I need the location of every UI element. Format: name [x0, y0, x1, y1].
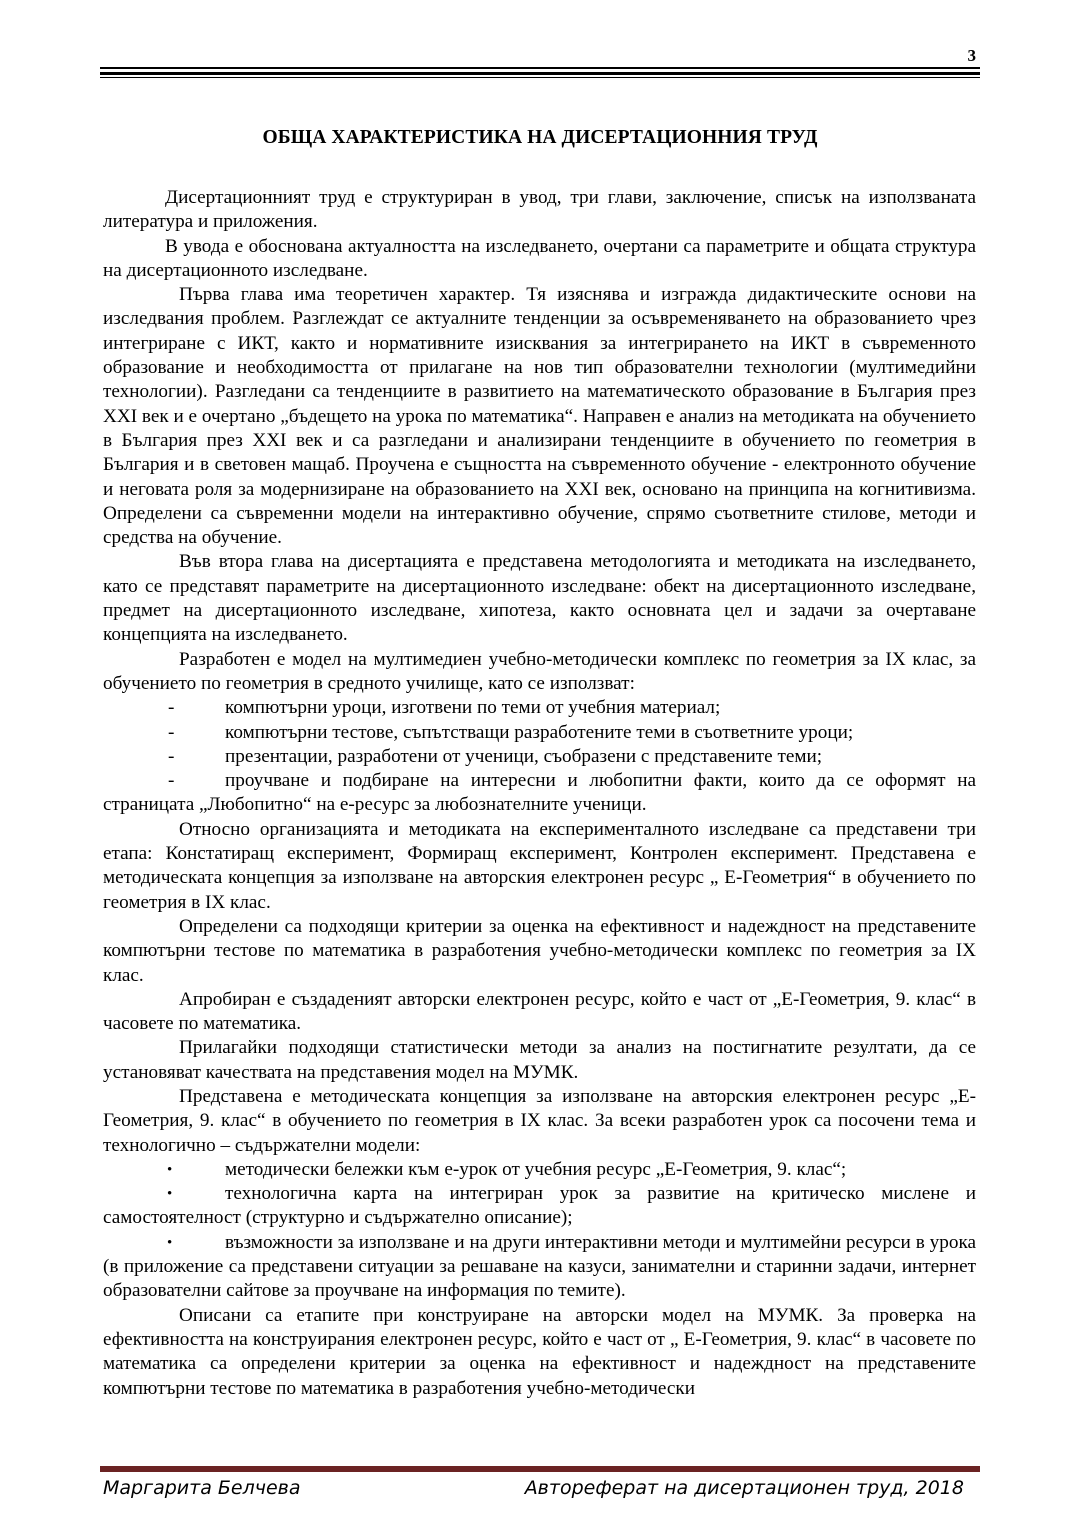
paragraph-concept: Представена е методическата концепция за използване на авторския електронен ресурс „Е-Геометрия, 9. клас“ в обучението по геометрия в IX клас. За всеки разработен урок са посочени тема и технологично – съдържателни модели:: [103, 1085, 976, 1156]
list-item-text: проучване и подбиране на интересни и любопитни факти, които да се оформят на страницата „Любопитно“ на е-ресурс за любознателните ученици.: [103, 770, 976, 816]
list-item-text: презентации, разработени от ученици, съобразени с представените теми;: [225, 745, 823, 767]
list-item-text: технологична карта на интегриран урок за развитие на критическо мислене и самостоятелност (структурно и съдържателно описание);: [103, 1183, 976, 1229]
list-item-text: възможности за използване и на други интерактивни методи и мултимейни ресурси в урока (в приложение са представени ситуации за решаване на казуси, занимателни и старинни задачи, интернет образователни сайтове за проучване на информация по темите).: [103, 1231, 976, 1302]
dash-marker: -: [168, 721, 175, 743]
list-item: [103, 769, 976, 818]
footer-author: Маргарита Белчева: [103, 1477, 301, 1499]
paragraph-chapter-two: Във втора глава на дисертацията е представена методологията и методиката на изследването, като се представят параметрите на дисертационното изследване: обект на дисертационното изследване, предмет на дисертационното изследване, хипотеза, както основната цел и задачи за очертаване концепцията на изследването.: [103, 551, 976, 646]
document-title: ОБЩА ХАРАКТЕРИСТИКА НА ДИСЕРТАЦИОННИЯ ТРУД: [262, 127, 818, 148]
paragraph-experiment: Относно организацията и методиката на експерименталното изследване са представени три етапа: Констатиращ експеримент, Формиращ експеримент, Контролен експеримент. Представена е методическата концепция за използване на авторския електронен ресурс „ Е-Геометрия“ в обучението по геометрия в IX клас.: [103, 818, 976, 913]
paragraph-approbation: Апробиран е създаденият авторски електронен ресурс, който е част от „Е-Геометрия, 9. клас“ в часовете по математика.: [103, 988, 976, 1035]
paragraph-structure: Дисертационният труд е структуриран в увод, три глави, заключение, списък на използваната литература и приложения.: [103, 187, 976, 233]
bullet-marker: •: [167, 1161, 173, 1178]
list-item-text: методически бележки към е-урок от учебния ресурс „Е-Геометрия, 9. клас“;: [225, 1158, 847, 1180]
paragraph-statistics: Прилагайки подходящи статистически методи за анализ на постигнатите резултати, да се установяват качествата на представения модел на МУМК.: [103, 1037, 976, 1083]
paragraph-chapter-one: Първа глава има теоретичен характер. Тя изяснява и изгражда дидактическите основи на изследвания проблем. Разглеждат се актуалните тенденции за осъвременяването на образованието чрез интегриране с ИКТ, както и нормативните изисквания за интегрирането на ИКТ в съвременното образование и необходимостта от прилагане на нов тип образователни технологии (мултимедийни технологии). Разгледани са тенденциите в развитието на математическото образование в България през XXI век и е очертано „бъдещето на урока по математика“. Направен е анализ на методиката на обучението в България през XXI век и са разгледани и анализирани тенденциите в обучението по геометрия в България и в световен мащаб. Проучена е същността на съвременното обучение - електронното обучение и неговата роля за модернизиране на образованието на XXI век, основано на принципа на когнитивизма. Определени са съвременни модели на интерактивно обучение, спрямо съответните стилове, методи и средства на обучение.: [103, 284, 976, 549]
header-rule-bottom: [100, 77, 980, 78]
list-item-text: компютърни уроци, изготвени по теми от учебния материал;: [225, 697, 721, 719]
list-item: [103, 745, 976, 769]
document-body: [103, 186, 976, 1401]
footer-rule: [100, 1466, 980, 1472]
paragraph-stages: Описани са етапите при конструиране на авторски модел на МУМК. За проверка на ефективността на конструирания електронен ресурс, който е част от „ Е-Геометрия, 9. клас“ в часовете по математика са определени критерии за оценка на ефективност и надеждност на представените компютърни тестове по математика в разработения учебно-методически: [103, 1304, 976, 1399]
dash-marker: -: [168, 697, 175, 719]
list-item: [103, 721, 976, 745]
paragraph-model: Разработен е модел на мултимедиен учебно-методически комплекс по геометрия за IX клас, за обучението по геометрия в средното училище, като се използват:: [103, 648, 976, 694]
footer-document-title: Автореферат на дисертационен труд, 2018: [524, 1477, 964, 1499]
list-item: [103, 1231, 976, 1304]
bullet-marker: •: [167, 1186, 173, 1203]
list-item-text: компютърни тестове, съпътстващи разработените теми в съответните уроци;: [225, 721, 854, 743]
paragraph-introduction: В увода е обоснована актуалността на изследването, очертани са параметрите и общата структура на дисертационното изследване.: [103, 235, 976, 281]
list-item: [103, 1182, 976, 1231]
paragraph-criteria: Определени са подходящи критерии за оценка на ефективност и надеждност на представените компютърни тестове по математика в разработения учебно-методически комплекс по геометрия за IX клас.: [103, 915, 976, 986]
dash-marker: -: [168, 745, 175, 767]
list-item: [103, 696, 976, 720]
page-number: 3: [967, 46, 976, 65]
header-rule-middle: [100, 72, 980, 75]
bullet-marker: •: [167, 1234, 173, 1251]
list-item: [103, 1158, 976, 1182]
dash-marker: -: [168, 770, 175, 792]
header-rule-top: [100, 67, 980, 69]
